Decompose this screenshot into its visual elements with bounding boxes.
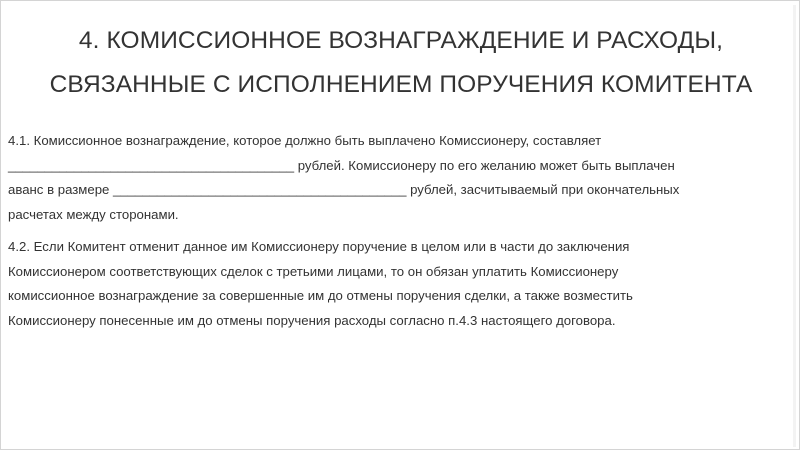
paragraph-line: Комиссионеру понесенные им до отмены поручения расходы согласно п.4.3 настоящего договора.: [8, 312, 616, 328]
paragraph-line: 4.2. Если Комитент отменит данное им Комиссионеру поручение в целом или в части до заключения: [8, 239, 630, 254]
paragraph-4-2: [8, 235, 788, 333]
title-line: СВЯЗАННЫЕ С ИСПОЛНЕНИЕМ ПОРУЧЕНИЯ КОМИТЕНТА: [49, 71, 753, 98]
paragraph-line: 4.1. Комиссионное вознаграждение, которое должно быть выплачено Комиссионеру, составляет: [8, 133, 602, 148]
title-line: 4. КОМИССИОННОЕ ВОЗНАГРАЖДЕНИЕ И РАСХОДЫ,: [78, 27, 724, 54]
paragraph-line: аванс в размере ________________________________________ рублей, засчитываемый при окончательных: [8, 182, 680, 197]
paragraph-line: _______________________________________ рублей. Комиссионеру по его желанию может быть выплачен: [8, 157, 675, 173]
slide-title: [1, 19, 800, 107]
paragraph-line: комиссионное вознаграждение за совершенные им до отмены поручения сделки, а также возместить: [8, 288, 633, 303]
paragraph-line: Комиссионером соответствующих сделок с третьими лицами, то он обязан уплатить Комиссионеру: [8, 263, 619, 279]
scroll-rail[interactable]: [793, 5, 796, 447]
slide-body: [8, 129, 788, 333]
paragraph-4-1: [8, 129, 788, 227]
paragraph-line: расчетах между сторонами.: [8, 206, 179, 222]
